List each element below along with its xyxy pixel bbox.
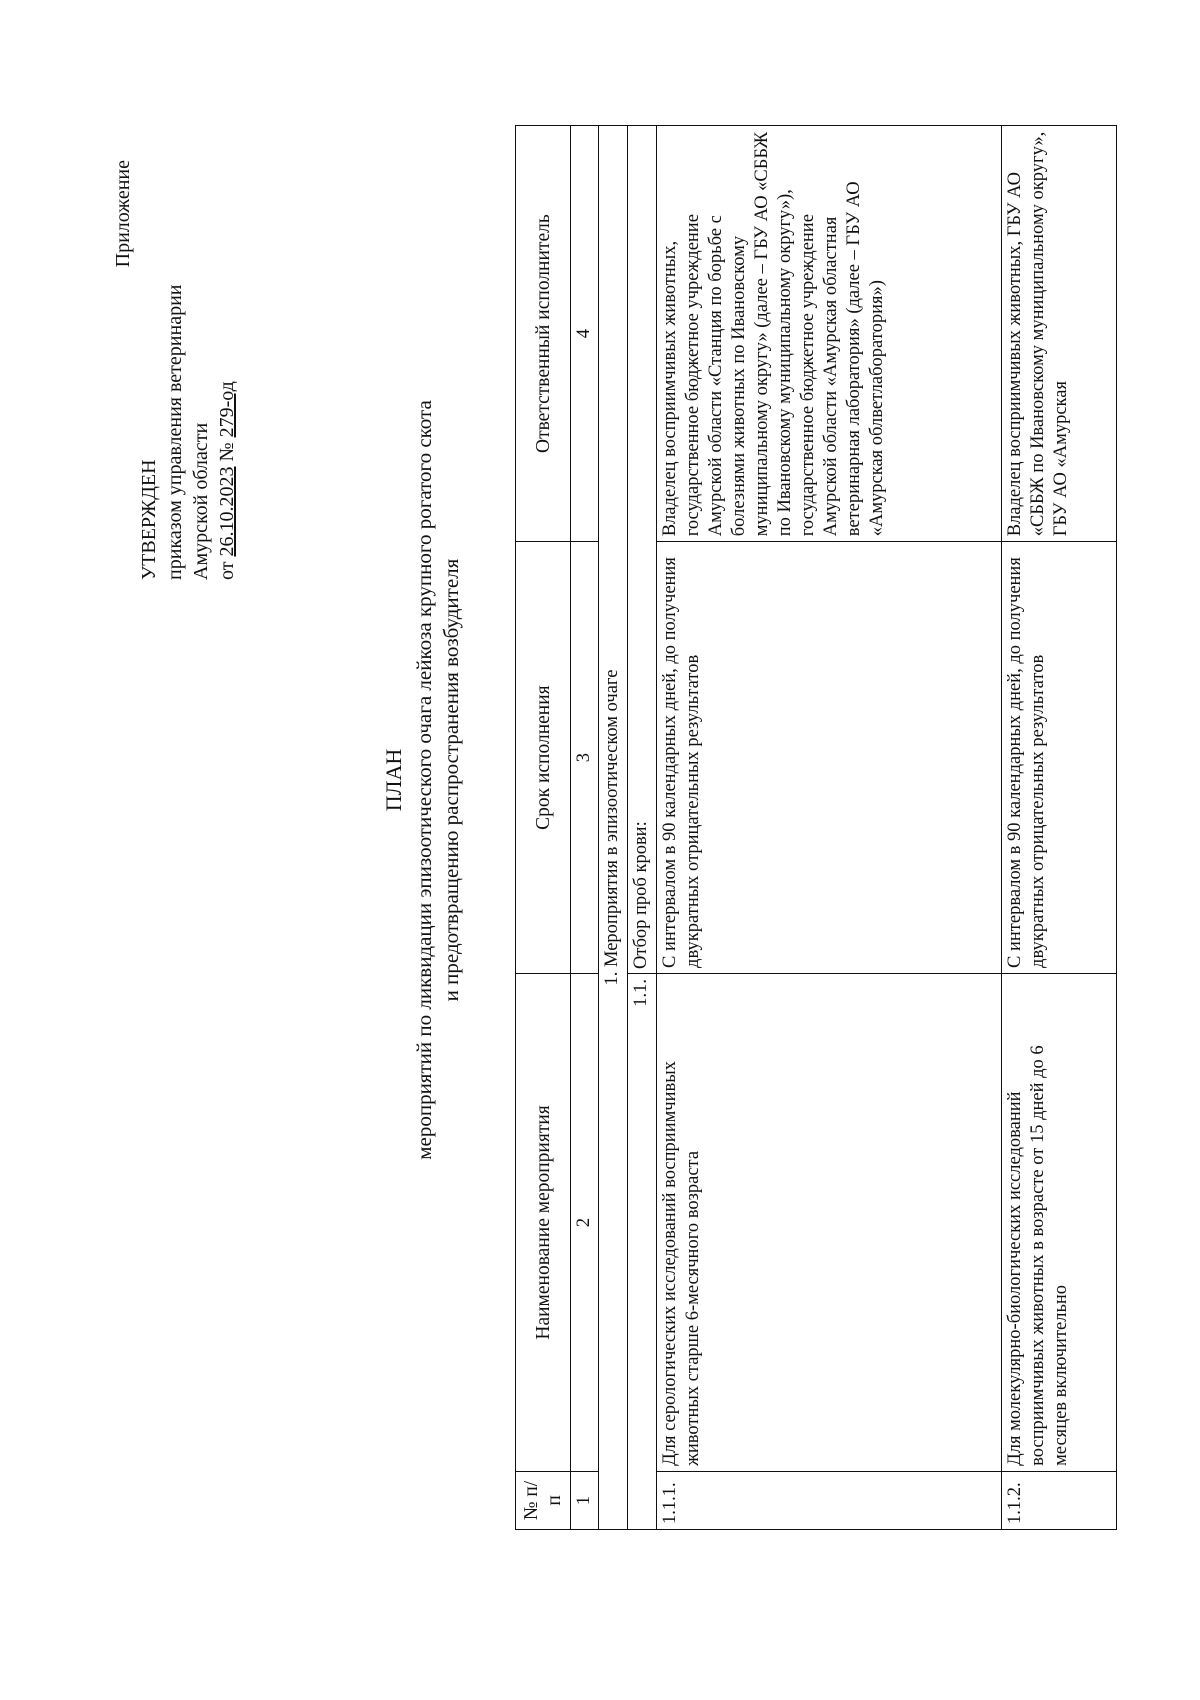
approval-block xyxy=(110,100,240,580)
subsection-number: 1.1. xyxy=(628,973,657,1529)
table-header-row xyxy=(516,126,571,1530)
order-number: 279-од xyxy=(216,381,238,438)
row-activity-name: Для молекулярно-биологических исследований восприимчивых животных в возрасте от 15 дней до 6 месяцев включительно xyxy=(1002,973,1117,1471)
approval-date-line xyxy=(214,100,240,580)
section-title: 1. Мероприятия в эпизоотическом очаге xyxy=(599,126,628,1530)
header-activity-name: Наименование мероприятия xyxy=(516,973,571,1471)
plan-subtitle-line-2: и предотвращению распространения возбудителя xyxy=(439,558,463,1002)
row-number: 1.1.1. xyxy=(657,1471,1002,1529)
number-prefix: № xyxy=(216,437,238,467)
rotated-document-page xyxy=(70,80,1120,1600)
plan-title-block xyxy=(380,280,465,1280)
column-number: 2 xyxy=(571,973,599,1471)
approval-line-1: УТВЕРЖДЕН xyxy=(138,459,160,580)
header-responsible: Ответственный исполнитель xyxy=(516,126,571,542)
order-date: 26.10.2023 xyxy=(216,466,238,557)
plan-subtitle-line-1: мероприятий по ликвидации эпизоотического очага лейкоза крупного рогатого скота xyxy=(412,400,436,1160)
row-number: 1.1.2. xyxy=(1002,1471,1117,1529)
date-prefix: от xyxy=(216,556,238,580)
approval-line-3: Амурской области xyxy=(190,422,212,580)
table-row xyxy=(1002,126,1117,1530)
table-row xyxy=(657,126,1002,1530)
column-number: 4 xyxy=(571,126,599,542)
plan-title: ПЛАН xyxy=(381,748,406,812)
row-responsible: Владелец восприимчивых животных, государственное бюджетное учреждение Амурской области «Станция по борьбе с болезнями животных по Ивановскому муниципальному округу» (далее – ГБУ АО «СББЖ по Ивановскому муниципальному округу»), государственное бюджетное учреждение Амурской области «Амурская областная ветеринарная лаборатория» (далее – ГБУ АО «Амурская облветлаборатория») xyxy=(657,126,1002,542)
column-number-row xyxy=(571,126,599,1530)
plan-table xyxy=(515,125,1117,1530)
row-deadline: С интервалом в 90 календарных дней, до получения двукратных отрицательных результатов xyxy=(657,542,1002,974)
header-deadline: Срок исполнения xyxy=(516,542,571,974)
subsection-title: Отбор проб крови: xyxy=(628,126,657,974)
approval-line-2: приказом управления ветеринарии xyxy=(164,284,186,580)
appendix-label: Приложение xyxy=(112,160,134,268)
row-responsible: Владелец восприимчивых животных, ГБУ АО «СББЖ по Ивановскому муниципальному округу», ГБУ АО «Амурская xyxy=(1002,126,1117,542)
row-deadline: С интервалом в 90 календарных дней, до получения двукратных отрицательных результатов xyxy=(1002,542,1117,974)
section-row xyxy=(599,126,628,1530)
header-number: № п/п xyxy=(516,1471,571,1529)
column-number: 3 xyxy=(571,542,599,974)
row-activity-name: Для серологических исследований восприимчивых животных старше 6-месячного возраста xyxy=(657,973,1002,1471)
subsection-row xyxy=(628,126,657,1530)
column-number: 1 xyxy=(571,1471,599,1529)
